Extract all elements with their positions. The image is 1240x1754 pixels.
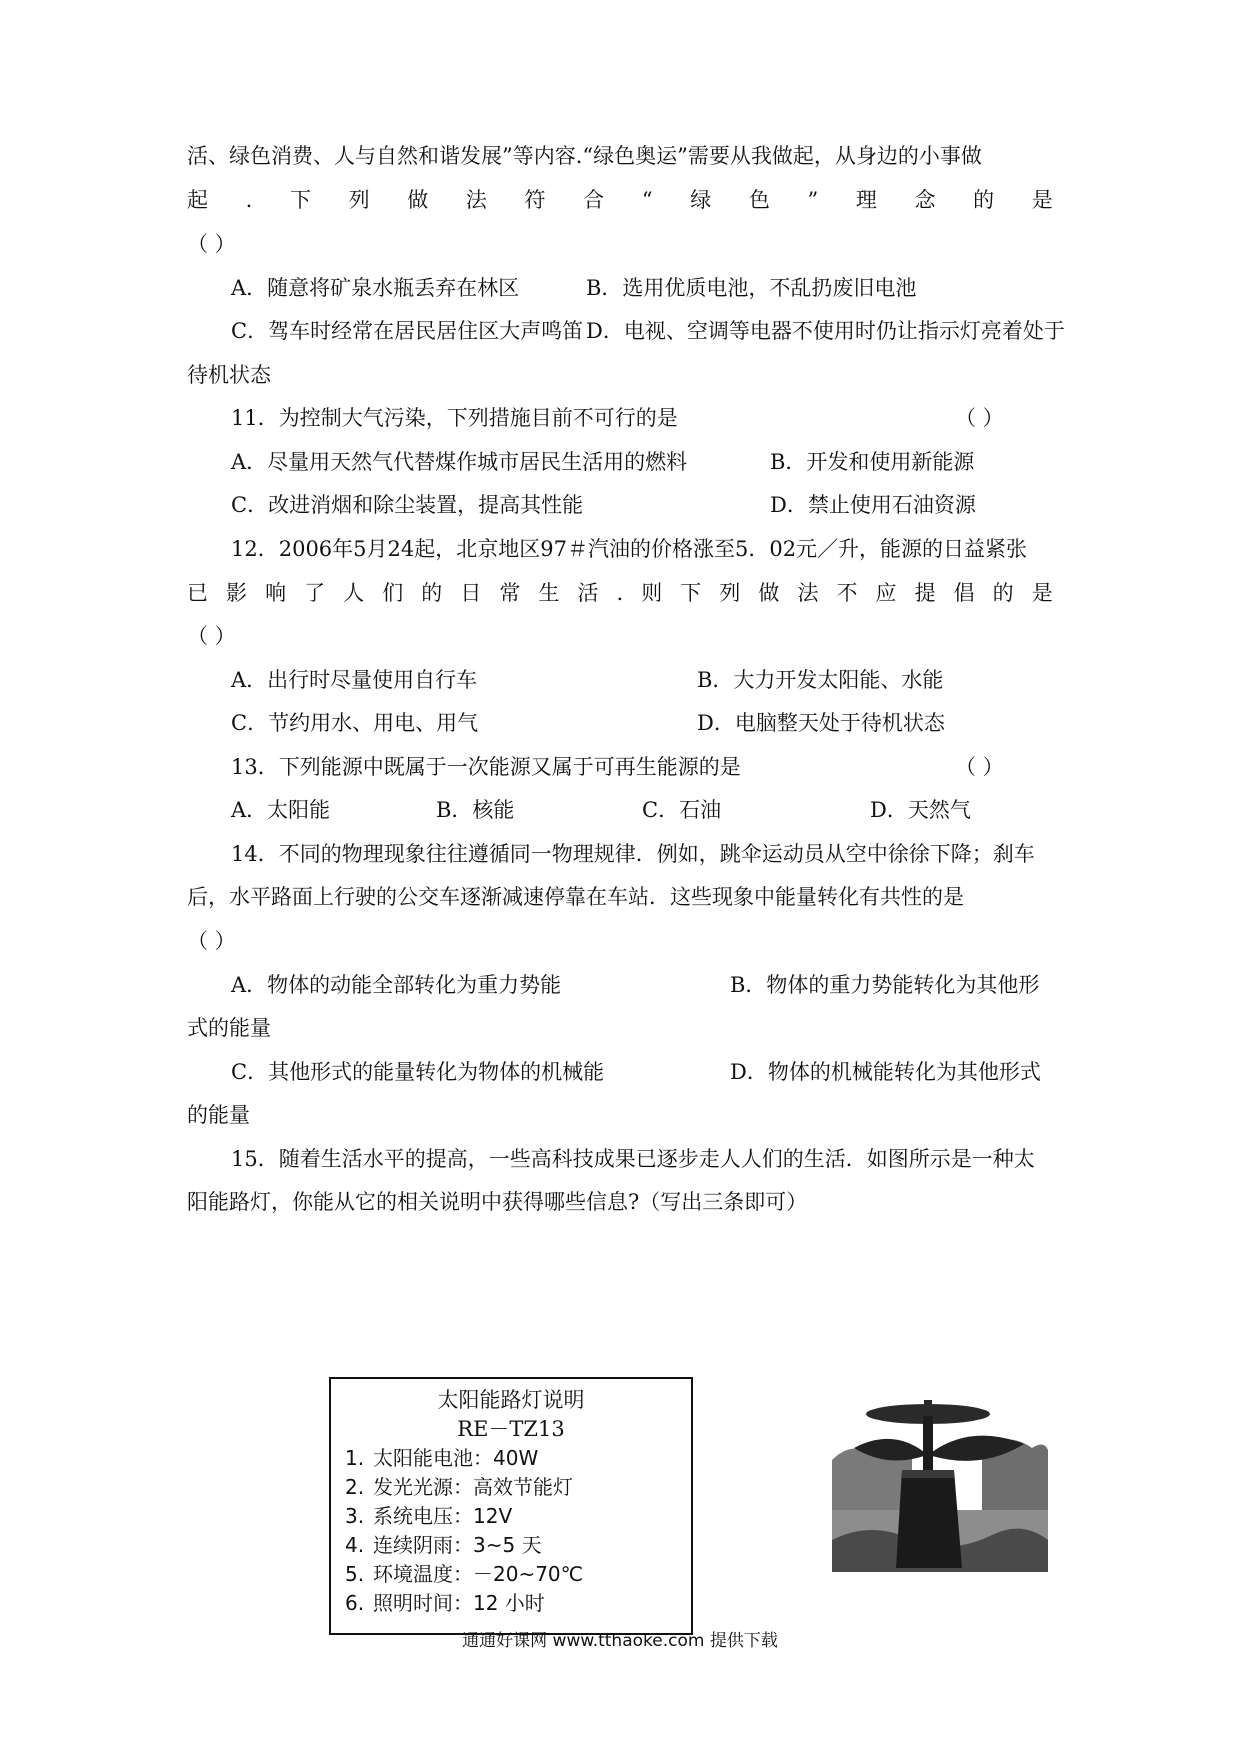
stem-char: 符 — [524, 188, 546, 212]
q13-answer-bracket: （ ） — [955, 755, 1004, 779]
stem-char: 已 — [187, 581, 208, 605]
stem-char: 下 — [680, 581, 702, 605]
spec-item-text: 发光光源：高效节能灯 — [373, 1475, 573, 1499]
stem-char: ” — [807, 188, 819, 212]
q11-option-b: B．开发和使用新能源 — [770, 450, 975, 474]
q13-option-a: A．太阳能 — [231, 798, 331, 822]
stem-char: . — [616, 581, 624, 605]
stem-char: 理 — [855, 188, 877, 212]
stem-char: 念 — [914, 188, 936, 212]
q10-answer-bracket: （ ） — [187, 232, 236, 256]
stem-char: 应 — [875, 581, 897, 605]
spec-item — [345, 1503, 512, 1529]
solar-street-lamp-image — [832, 1390, 1048, 1572]
stem-char: 不 — [836, 581, 858, 605]
spec-item-number: 2. — [345, 1475, 365, 1499]
q10-option-a: A．随意将矿泉水瓶丢弃在林区 — [231, 276, 520, 300]
q14-option-b-continued: 式的能量 — [187, 1016, 271, 1040]
q13-option-c: C．石油 — [642, 798, 722, 822]
spec-item-text: 系统电压：12V — [373, 1504, 513, 1528]
q14-option-b: B．物体的重力势能转化为其他形 — [730, 973, 1040, 997]
stem-char: 列 — [719, 581, 741, 605]
q10-stem-line2 — [187, 187, 1053, 213]
stem-char: 法 — [797, 581, 819, 605]
stem-char: 列 — [348, 188, 370, 212]
spec-item-text: 连续阴雨：3~5 天 — [373, 1533, 542, 1557]
solar-lamp-spec-box — [329, 1377, 693, 1635]
spec-item — [345, 1532, 542, 1558]
stem-char: 法 — [465, 188, 487, 212]
spec-item-text: 照明时间：12 小时 — [373, 1591, 545, 1615]
q12-option-b: B．大力开发太阳能、水能 — [697, 668, 944, 692]
stem-char: 的 — [973, 188, 995, 212]
stem-char: 是 — [1031, 581, 1053, 605]
stem-char: . — [245, 188, 253, 212]
stem-char: 了 — [304, 581, 326, 605]
q12-option-d: D．电脑整天处于待机状态 — [697, 711, 945, 735]
page-footer: 通通好课网 www.tthaoke.com 提供下载 — [462, 1631, 778, 1651]
q14-answer-bracket: （ ） — [187, 929, 236, 953]
q14-stem-line2: 后，水平路面上行驶的公交车逐渐减速停靠在车站．这些现象中能量转化有共性的是 — [187, 885, 964, 909]
q11-option-d: D．禁止使用石油资源 — [770, 493, 976, 517]
stem-char: “ — [641, 188, 653, 212]
q13-stem: 13．下列能源中既属于一次能源又属于可再生能源的是 — [231, 755, 741, 779]
q12-option-c: C．节约用水、用电、用气 — [231, 711, 479, 735]
stem-char: 的 — [421, 581, 443, 605]
q13-option-b: B．核能 — [436, 798, 515, 822]
q12-option-a: A．出行时尽量使用自行车 — [231, 668, 478, 692]
stem-char: 下 — [289, 188, 311, 212]
stem-char: 们 — [382, 581, 404, 605]
q15-stem-line1: 15．随着生活水平的提高，一些高科技成果已逐步走人人们的生活．如图所示是一种太 — [231, 1147, 1035, 1171]
spec-item-text: 太阳能电池：40W — [373, 1446, 539, 1470]
q14-option-d-continued: 的能量 — [187, 1103, 250, 1127]
q11-option-a: A．尽量用天然气代替煤作城市居民生活用的燃料 — [231, 450, 688, 474]
q11-answer-bracket: （ ） — [955, 406, 1004, 430]
stem-char: 起 — [187, 188, 208, 212]
spec-item — [345, 1474, 573, 1500]
q11-option-c: C．改进消烟和除尘装置，提高其性能 — [231, 493, 584, 517]
q15-stem-line2: 阳能路灯，你能从它的相关说明中获得哪些信息?（写出三条即可） — [187, 1190, 808, 1214]
stem-char: 做 — [758, 581, 780, 605]
stem-char: 色 — [748, 188, 770, 212]
q11-stem: 11．为控制大气污染，下列措施目前不可行的是 — [231, 406, 678, 430]
q14-stem-line1: 14．不同的物理现象往往遵循同一物理规律．例如，跳伞运动员从空中徐徐下降；刹车 — [231, 842, 1035, 866]
spec-item-number: 4. — [345, 1533, 365, 1557]
spec-item — [345, 1590, 545, 1616]
stem-char: 的 — [992, 581, 1014, 605]
stem-char: 合 — [583, 188, 605, 212]
q12-stem-line2 — [187, 580, 1053, 606]
stem-char: 日 — [460, 581, 482, 605]
stem-char: 人 — [343, 581, 365, 605]
spec-item-number: 6. — [345, 1591, 365, 1615]
spec-title: 太阳能路灯说明 — [437, 1388, 585, 1412]
spec-item — [345, 1561, 583, 1587]
q12-stem-line1: 12．2006年5月24起，北京地区97＃汽油的价格涨至5．02元／升，能源的日益紧张 — [231, 537, 1028, 561]
spec-item-number: 5. — [345, 1562, 365, 1586]
stem-char: 影 — [226, 581, 248, 605]
q10-option-c: C．驾车时经常在居民居住区大声鸣笛 — [231, 319, 584, 343]
stem-char: 绿 — [690, 188, 712, 212]
q13-option-d: D．天然气 — [870, 798, 971, 822]
spec-model: RE－TZ13 — [457, 1417, 565, 1441]
q14-option-c: C．其他形式的能量转化为物体的机械能 — [231, 1060, 605, 1084]
q14-option-d: D．物体的机械能转化为其他形式 — [730, 1060, 1041, 1084]
spec-item-number: 3. — [345, 1504, 365, 1528]
stem-char: 常 — [499, 581, 521, 605]
q12-answer-bracket: （ ） — [187, 624, 236, 648]
stem-char: 提 — [914, 581, 936, 605]
stem-char: 是 — [1031, 188, 1053, 212]
q10-option-b: B．选用优质电池，不乱扔废旧电池 — [586, 276, 917, 300]
q10-stem-line1: 活、绿色消费、人与自然和谐发展”等内容.“绿色奥运”需要从我做起，从身边的小事做 — [187, 144, 982, 168]
spec-item-number: 1. — [345, 1446, 365, 1470]
stem-char: 响 — [265, 581, 287, 605]
stem-char: 则 — [641, 581, 663, 605]
stem-char: 活 — [577, 581, 599, 605]
spec-item-text: 环境温度：－20~70℃ — [373, 1562, 584, 1586]
stem-char: 倡 — [953, 581, 975, 605]
q14-option-a: A．物体的动能全部转化为重力势能 — [231, 973, 562, 997]
q10-option-d: D．电视、空调等电器不使用时仍让指示灯亮着处于 — [586, 319, 1065, 343]
spec-item — [345, 1445, 538, 1471]
stem-char: 做 — [407, 188, 429, 212]
stem-char: 生 — [538, 581, 560, 605]
q10-option-d-continued: 待机状态 — [187, 363, 271, 387]
